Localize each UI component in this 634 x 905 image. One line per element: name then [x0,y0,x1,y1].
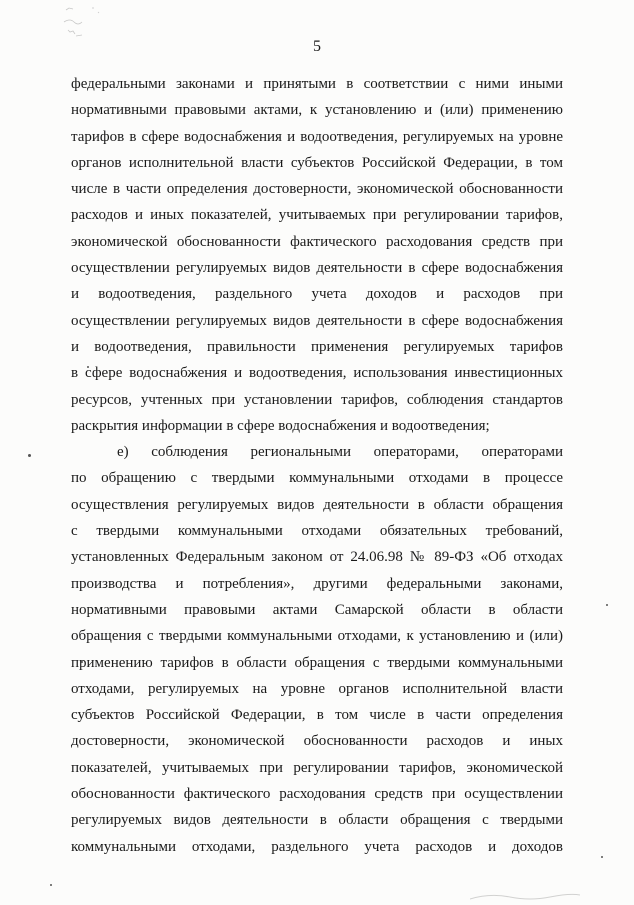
text-line: коммунальными отходами, раздельного учета расходов и доходов [71,838,563,855]
text-line: ресурсов, учтенных при установлении тарифов, соблюдения стандартов [71,391,563,408]
paragraph-continuation [71,71,563,439]
text-line: показателей, учитываемых при регулировании тарифов, экономической [71,759,563,776]
text-line: регулируемых видов деятельности в области обращения с твердыми [71,812,563,829]
text-line: федеральными законами и принятыми в соответствии с ними иными [71,76,563,92]
scan-stamp-artifact [62,2,112,42]
text-line: осуществлении регулируемых видов деятельности в сфере водоснабжения [71,312,563,329]
text-line: экономической обоснованности фактического расходования средств при [71,233,563,250]
text-line: и водоотведения, раздельного учета доходов и расходов при [71,286,563,303]
text-line: нормативными правовыми актами, к установлению и (или) применению [71,102,563,119]
text-line: достоверности, экономической обоснованности расходов и иных [71,733,563,750]
text-line: субъектов Российской Федерации, в том числе в части определения [71,707,563,724]
text-line: тарифов в сфере водоснабжения и водоотведения, регулируемых на уровне [71,128,563,145]
scan-speck [601,856,603,858]
scan-speck [50,884,52,886]
text-line: е) соблюдения региональными операторами, операторами [117,444,563,461]
text-line: нормативными правовыми актами Самарской области в области [71,601,563,618]
text-line: установленных Федеральным законом от 24.06.98 № 89-ФЗ «Об отходах [71,549,563,566]
text-line: с твердыми коммунальными отходами обязательных требований, [71,523,563,540]
text-line: числе в части определения достоверности, экономической обоснованности [71,181,563,198]
text-line: расходов и иных показателей, учитываемых при регулировании тарифов, [71,207,563,224]
page-number: 5 [313,38,321,55]
text-line: в сфере водоснабжения и водоотведения, использования инвестиционных [71,365,563,382]
text-line: раскрытия информации в сфере водоснабжения и водоотведения; [71,417,490,434]
text-line: обоснованности фактического расходования средств при осуществлении [71,786,563,803]
text-line: производства и потребления», другими федеральными законами, [71,575,563,592]
text-line: осуществлении регулируемых видов деятельности в сфере водоснабжения [71,260,563,277]
text-line: и водоотведения, правильности применения регулируемых тарифов [71,338,563,355]
text-line: отходами, регулируемых на уровне органов исполнительной власти [71,680,563,697]
text-line: органов исполнительной власти субъектов Российской Федерации, в том [71,154,563,171]
text-line: обращения с твердыми коммунальными отходами, к установлению и (или) [71,628,563,645]
text-line: применению тарифов в области обращения с твердыми коммунальными [71,654,563,671]
scan-speck [606,604,608,606]
scan-edge-artifact [470,893,580,901]
document-body [71,71,563,860]
scan-speck [28,454,31,457]
paragraph-item-e [71,439,563,860]
text-line: осуществления регулируемых видов деятельности в области обращения [71,496,563,513]
text-line: по обращению с твердыми коммунальными отходами в процессе [71,470,563,487]
